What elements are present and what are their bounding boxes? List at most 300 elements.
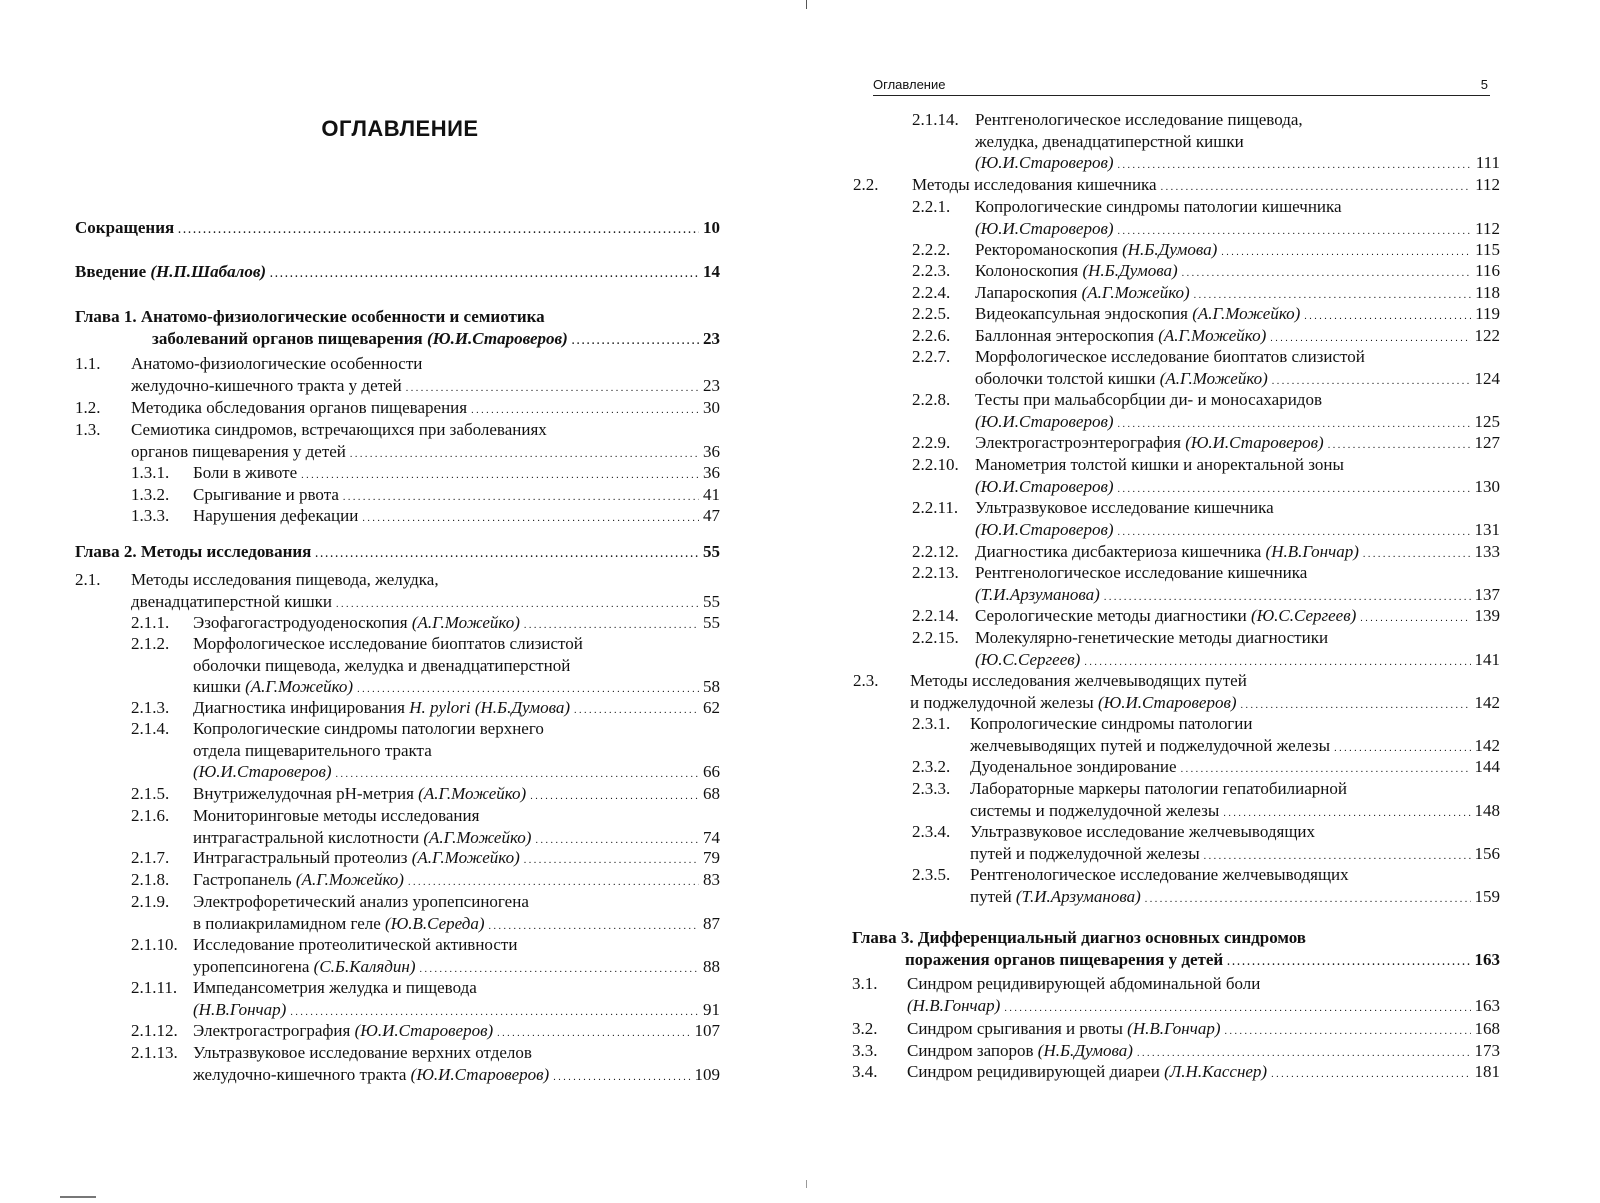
entry-title-text: (Ю.С.Сергеев) [975,649,1081,669]
page-ref: 30 [703,398,720,417]
entry-line [131,569,720,591]
dot-leader [1145,886,1471,911]
section-number: 2.2.4. [912,283,951,302]
toc-entry-2-3-2 [912,756,1500,781]
dot-leader [1328,432,1471,457]
toc-entry [75,541,720,566]
entry-title-text: Мониторинговые методы исследования [193,806,480,825]
page-ref: 55 [703,591,720,611]
entry-line [131,375,720,400]
toc-entry-2-3 [853,670,1500,716]
entry-title-text: Синдром срыгивания и рвоты (Н.В.Гончар) [907,1019,1221,1038]
dot-leader [1227,949,1470,974]
entry-line [975,109,1500,131]
entry-title-text: Интрагастральный протеолиз (А.Г.Можейко) [193,848,520,867]
entry-title-text: Анатомо-физиологические особенности [131,354,423,373]
entry-line [152,328,720,353]
entry-line [907,973,1500,995]
entry-line [193,633,720,655]
entry-title-text: Эзофагогастродуоденоскопия (А.Г.Можейко) [193,613,520,632]
entry-title-text: Рентгенологическое исследование пищевода, [975,110,1303,129]
page-ref: 111 [1475,153,1500,172]
dot-leader [408,869,699,894]
entry-line [975,497,1500,519]
toc-entry [75,306,720,352]
section-number: 2.1.8. [131,870,170,889]
entry-title-text: Копрологические синдромы патологии кишечника [975,197,1342,216]
toc-entry-2-2-3 [912,260,1500,285]
page-ref: 47 [703,506,720,525]
section-number: 2.3.1. [912,714,951,733]
section-number: 2.2.8. [912,390,951,409]
toc-entry-1-2 [75,397,720,422]
entry-line [912,174,1500,199]
entry-title-text: Глава 1. Анатомо-физиологические особенности и семиотика [75,307,545,326]
page-ref: 68 [703,784,720,803]
page-title: ОГЛАВЛЕНИЕ [321,116,479,141]
toc-entry-2-2-13 [912,562,1500,608]
entry-title-text: в полиакриламидном геле (Ю.В.Середа) [193,913,485,933]
entry-title-text: (Т.И.Арзуманова) [975,584,1100,604]
page-ref: 55 [703,542,720,561]
toc-entry-1-1 [75,353,720,399]
section-number: 2.2.15. [912,628,959,647]
entry-title-text: Колоноскопия (Н.Б.Думова) [975,261,1178,280]
toc-entry-2-1-6 [131,805,720,851]
entry-title-text: Молекулярно-генетические методы диагностики [975,628,1329,647]
entry-title-text: Ректороманоскопия (Н.Б.Думова) [975,240,1218,259]
dot-leader [1271,1061,1470,1086]
dot-leader [1182,260,1471,285]
dot-leader [362,505,699,530]
toc-entry-1-3-3 [131,505,720,530]
entry-line [975,152,1500,177]
entry-line [193,1042,720,1064]
toc-entry-2-1-2 [131,633,720,701]
entry-title-text: Диагностика инфицирования H. pylori (Н.Б.Думова) [193,698,571,717]
section-number: 3.1. [852,974,878,993]
toc-entry-2-1 [75,569,720,615]
page-ref: 142 [1474,735,1500,755]
page-ref: 66 [703,762,720,781]
entry-title-text: уропепсиногена (С.Б.Калядин) [193,956,416,976]
entry-title-text: Внутрижелудочная рН-метрия (А.Г.Можейко) [193,784,527,803]
section-number: 2.1.11. [131,978,178,997]
dot-leader [553,1064,690,1089]
entry-title-text: Исследование протеолитической активности [193,935,518,954]
section-number: 2.2.5. [912,304,951,323]
section-number: 2.2.10. [912,455,959,474]
section-number: 1.2. [75,398,101,417]
page-ref: 36 [703,463,720,482]
entry-title-text: Видеокапсульная эндоскопия (А.Г.Можейко) [975,304,1301,323]
page-ref: 124 [1474,368,1500,388]
entry-line [970,821,1500,843]
entry-line [193,1020,720,1045]
page-ref: 107 [694,1021,720,1040]
entry-title-text: Копрологические синдромы патологии [970,714,1253,733]
toc-entry-2-2 [853,174,1500,199]
toc-entry-2-1-11 [131,977,720,1023]
section-number: 2.2.2. [912,240,951,259]
entry-line [193,783,720,808]
page-ref: 127 [1474,433,1500,452]
entry-title-text: желудочно-кишечного тракта (Ю.И.Староверов) [193,1064,550,1084]
entry-title-text: Серологические методы диагностики (Ю.С.Сергеев) [975,606,1357,625]
toc-entry-2-2-1 [912,196,1500,242]
entry-line [75,217,720,242]
section-number: 2.2.13. [912,563,959,582]
entry-title-text: (Ю.И.Староверов) [975,411,1114,431]
entry-line [975,131,1500,153]
page-number: 5 [1480,77,1488,92]
dot-leader [471,397,699,422]
section-number: 2.1.1. [131,613,170,632]
section-number: 2.2.7. [912,347,951,366]
dot-leader [1161,174,1472,199]
section-number: 2.2.1. [912,197,951,216]
section-number: 2.2.3. [912,261,951,280]
entry-title-text: Глава 3. Дифференциальный диагноз основных синдромов [852,928,1306,947]
page-ref: 41 [703,485,720,504]
page-ref: 83 [703,870,720,889]
toc-entry-2-1-4 [131,718,720,786]
entry-line [131,397,720,422]
page-ref: 181 [1474,1062,1500,1081]
dot-leader [1118,519,1471,544]
entry-title-text: (Ю.И.Староверов) [975,476,1114,496]
toc-entry [75,261,720,286]
page-ref: 168 [1474,1019,1500,1038]
entry-title-text: Копрологические синдромы патологии верхнего [193,719,544,738]
entry-title-text: путей (Т.И.Арзуманова) [970,886,1141,906]
entry-title-text: Синдром рецидивирующей диареи (Л.Н.Касснер) [907,1062,1268,1081]
section-number: 2.1.6. [131,806,170,825]
page-ref: 119 [1475,304,1500,323]
entry-title-text: (Ю.И.Староверов) [975,218,1114,238]
toc-entry-1-3-1 [131,462,720,487]
page-ref: 144 [1474,757,1500,776]
section-number: 1.1. [75,354,101,373]
entry-line [193,847,720,872]
entry-title-text: отдела пищеварительного тракта [193,740,432,760]
entry-title-text: Электрогастроэнтерография (Ю.И.Староверов) [975,433,1324,452]
entry-line [907,995,1500,1020]
section-number: 1.3.2. [131,485,170,504]
dot-leader [1304,303,1471,328]
page-ref: 14 [703,262,720,281]
entry-title-text: (Ю.И.Староверов) [975,519,1114,539]
entry-title-text: Ультразвуковое исследование верхних отделов [193,1043,532,1062]
entry-line [852,927,1500,949]
page-ref: 163 [1474,995,1500,1015]
entry-line [907,1018,1500,1043]
section-number: 1.3.1. [131,463,170,482]
page-ref: 133 [1474,542,1500,561]
page-ref: 10 [703,218,720,237]
toc-entry-2-3-1 [912,713,1500,759]
section-number: 2.3.2. [912,757,951,776]
entry-title-text: двенадцатиперстной кишки [131,591,333,611]
section-number: 2.2. [853,175,879,194]
page-ref: 23 [703,328,720,348]
page-ref: 159 [1474,886,1500,906]
toc-entry [75,217,720,242]
toc-entry-2-2-8 [912,389,1500,435]
entry-line [193,740,720,762]
section-number: 2.3. [853,671,879,690]
entry-title-text: (Н.В.Гончар) [907,995,1001,1015]
entry-line [193,977,720,999]
page-ref: 88 [703,956,720,976]
page-ref: 173 [1474,1041,1500,1060]
entry-title-text: кишки (А.Г.Можейко) [193,677,354,696]
page-ref: 125 [1474,411,1500,431]
entry-line [75,306,720,328]
entry-line [975,562,1500,584]
entry-line [975,627,1500,649]
entry-title-text: Баллонная энтероскопия (А.Г.Можейко) [975,326,1267,345]
toc-entry-2-2-5 [912,303,1500,328]
entry-title-text: (Ю.И.Староверов) [975,153,1114,172]
toc-entry-2-1-10 [131,934,720,980]
page-ref: 91 [703,999,720,1019]
entry-title-text: желудочно-кишечного тракта у детей [131,375,402,395]
section-number: 2.1.12. [131,1021,178,1040]
dot-leader [1118,152,1472,177]
section-number: 2.1.13. [131,1043,178,1062]
entry-line [970,864,1500,886]
toc-entry-3-2 [852,1018,1500,1043]
entry-title-text: Диагностика дисбактериоза кишечника (Н.В.Гончар) [975,542,1359,561]
entry-title-text: Манометрия толстой кишки и аноректальной зоны [975,455,1344,474]
toc-entry-2-1-8 [131,869,720,894]
entry-title-text: Ультразвуковое исследование желчевыводящих [970,822,1316,841]
entry-line [975,346,1500,368]
page-ref: 115 [1475,240,1500,259]
entry-line [907,1061,1500,1086]
entry-title-text: Введение (Н.П.Шабалов) [75,262,267,281]
toc-entry-2-1-7 [131,847,720,872]
entry-title-text: Морфологическое исследование биоптатов слизистой [975,347,1365,366]
dot-leader [1004,995,1470,1020]
page-ref: 55 [703,613,720,632]
section-number: 2.1.9. [131,892,170,911]
page-ref: 163 [1474,949,1500,969]
running-head-title: Оглавление [873,77,946,92]
toc-entry-2-3-4 [912,821,1500,867]
entry-title-text: Ультразвуковое исследование кишечника [975,498,1274,517]
entry-line [970,778,1500,800]
section-number: 2.1.14. [912,110,959,129]
section-number: 2.2.14. [912,606,959,625]
toc-entry [852,927,1500,973]
dot-leader [315,541,699,566]
page-ref: 109 [694,1064,720,1084]
dot-leader [270,261,699,286]
page-ref: 130 [1474,476,1500,496]
entry-title-text: Методы исследования пищевода, желудка, [131,570,439,589]
entry-title-text: Срыгивание и рвота [193,485,339,504]
page-ref: 156 [1474,843,1500,863]
section-number: 2.1.3. [131,698,170,717]
entry-line [193,505,720,530]
entry-line [975,196,1500,218]
entry-line [193,1064,720,1089]
entry-line [975,303,1500,328]
entry-title-text: и поджелудочной железы (Ю.И.Староверов) [910,692,1237,712]
page-ref: 36 [703,441,720,461]
entry-title-text: Электрогастрография (Ю.И.Староверов) [193,1021,494,1040]
entry-title-text: (Н.В.Гончар) [193,999,287,1019]
entry-title-text: Методика обследования органов пищеварения [131,398,468,417]
toc-entry-2-3-3 [912,778,1500,824]
page-ref: 142 [1474,692,1500,712]
entry-title-text: Методы исследования кишечника [912,175,1157,194]
entry-title-text: Методы исследования желчевыводящих путей [910,671,1247,690]
entry-line [975,432,1500,457]
entry-title-text: Лапароскопия (А.Г.Можейко) [975,283,1190,302]
section-number: 2.2.12. [912,542,959,561]
entry-line [193,761,720,786]
entry-line [910,670,1500,692]
section-number: 3.4. [852,1062,878,1081]
dot-leader [1181,756,1471,781]
entry-title-text: заболеваний органов пищеварения (Ю.И.Староверов) [152,328,568,348]
toc-entry-3-4 [852,1061,1500,1086]
entry-title-text: Сокращения [75,218,175,237]
toc-entry-2-1-5 [131,783,720,808]
page-ref: 58 [703,677,720,696]
entry-line [975,454,1500,476]
page-ref: 131 [1474,519,1500,539]
page-ref: 141 [1474,649,1500,669]
entry-line [905,949,1500,974]
section-number: 2.1.2. [131,634,170,653]
page-ref: 23 [703,375,720,395]
entry-line [975,605,1500,630]
section-number: 2.3.5. [912,865,951,884]
dot-leader [572,328,699,353]
section-number: 3.2. [852,1019,878,1038]
running-head [873,77,1490,96]
entry-title-text: Семиотика синдромов, встречающихся при заболеваниях [131,420,547,439]
section-number: 2.3.3. [912,779,951,798]
entry-line [975,389,1500,411]
toc-entry-2-1-14 [912,109,1500,177]
entry-line [970,713,1500,735]
entry-line [131,419,720,441]
toc-entry-2-1-12 [131,1020,720,1045]
dot-leader [336,761,699,786]
toc-entry-2-1-9 [131,891,720,937]
section-number: 2.2.11. [912,498,959,517]
section-number: 3.3. [852,1041,878,1060]
section-number: 2.3.4. [912,822,951,841]
dot-leader [1224,1018,1470,1043]
toc-entry-1-3 [75,419,720,465]
entry-line [193,891,720,913]
entry-title-text: Тесты при мальабсорбции ди- и моносахаридов [975,390,1322,409]
toc-entry-3-1 [852,973,1500,1019]
section-number: 2.1.5. [131,784,170,803]
toc-entry-2-1-13 [131,1042,720,1088]
page-ref: 137 [1474,584,1500,604]
toc-entry-2-2-7 [912,346,1500,392]
toc-entry-2-2-15 [912,627,1500,673]
entry-title-text: Нарушения дефекации [193,506,359,525]
right-page [800,0,1600,1203]
dot-leader [406,375,699,400]
page-ref: 139 [1474,606,1500,625]
entry-title-text: оболочки пищевода, желудка и двенадцатиперстной [193,655,571,675]
toc-entry-2-2-11 [912,497,1500,543]
entry-line [975,519,1500,544]
entry-title-text: Морфологическое исследование биоптатов слизистой [193,634,583,653]
entry-title-text: системы и поджелудочной железы [970,800,1220,820]
page-ref: 74 [703,827,720,847]
page-ref: 87 [703,913,720,933]
page-ref: 112 [1475,175,1500,194]
entry-line [193,462,720,487]
entry-title-text: Рентгенологическое исследование кишечника [975,563,1308,582]
entry-title-text: органов пищеварения у детей [131,441,346,461]
entry-line [975,260,1500,285]
page-ref: 112 [1475,218,1500,238]
section-number: 2.1.4. [131,719,170,738]
entry-title-text: Синдром запоров (Н.Б.Думова) [907,1041,1133,1060]
dot-leader [178,217,699,242]
entry-line [75,541,720,566]
entry-title-text: поражения органов пищеварения у детей [905,949,1224,969]
toc-entry-2-3-5 [912,864,1500,910]
entry-line [131,353,720,375]
entry-title-text: Электрофоретический анализ уропепсиногена [193,892,529,911]
toc-entry-2-2-10 [912,454,1500,500]
entry-line [193,655,720,677]
section-number: 2.1. [75,570,101,589]
entry-title-text: оболочки толстой кишки (А.Г.Можейко) [975,368,1268,388]
section-number: 2.2.9. [912,433,951,452]
section-number: 2.1.7. [131,848,170,867]
page-ref: 79 [703,848,720,867]
entry-title-text: Глава 2. Методы исследования [75,542,312,561]
entry-line [193,718,720,740]
entry-title-text: Синдром рецидивирующей абдоминальной боли [907,974,1261,993]
dot-leader [524,847,699,872]
dot-leader [497,1020,690,1045]
entry-title-text: (Ю.И.Староверов) [193,762,332,781]
section-number: 1.3. [75,420,101,439]
entry-line [193,934,720,956]
entry-title-text: Гастропанель (А.Г.Можейко) [193,870,404,889]
toc-entry-2-2-9 [912,432,1500,457]
page-ref: 148 [1474,800,1500,820]
entry-line [970,886,1500,911]
entry-title-text: желчевыводящих путей и поджелудочной железы [970,735,1331,755]
entry-line [75,261,720,286]
toc-entry-2-2-14 [912,605,1500,630]
dot-leader [301,462,699,487]
page-ref: 122 [1474,326,1500,345]
entry-line [193,805,720,827]
entry-line [970,756,1500,781]
entry-title-text: Импедансометрия желудка и пищевода [193,978,477,997]
entry-title-text: Боли в животе [193,463,298,482]
entry-title-text: Дуоденальное зондирование [970,757,1177,776]
dot-leader [530,783,699,808]
page-ref: 116 [1475,261,1500,280]
